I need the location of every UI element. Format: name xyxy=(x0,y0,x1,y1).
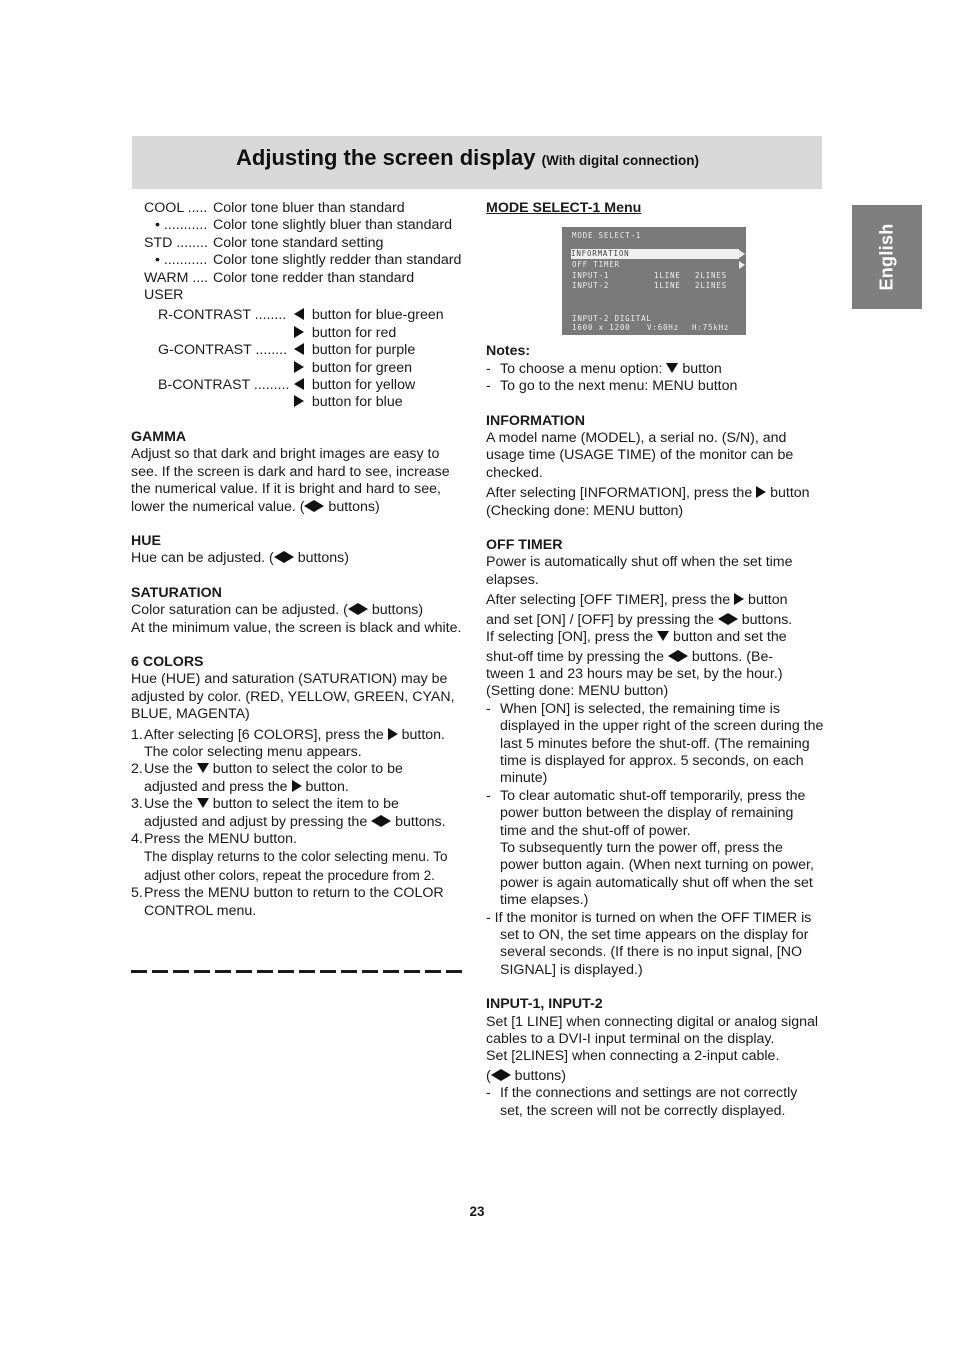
list-number: 5. xyxy=(131,885,143,902)
left-arrow-icon xyxy=(294,378,304,390)
language-tab xyxy=(852,205,922,309)
text: button xyxy=(678,360,722,377)
text: The display returns to the color selecting menu. To adjust other colors, repeat the procedure from 2. xyxy=(144,849,448,883)
contrast-desc: button for blue xyxy=(311,394,403,411)
text: lower the numerical value. ( xyxy=(131,498,305,515)
contrast-row xyxy=(131,377,467,394)
right-arrow-icon xyxy=(292,780,302,792)
left-arrow-icon xyxy=(274,551,284,563)
tone-desc: Color tone slightly bluer than standard xyxy=(213,217,452,234)
list-number: 3. xyxy=(131,796,143,813)
text: ( xyxy=(486,1067,491,1084)
contrast-row xyxy=(131,342,467,359)
right-arrow-icon xyxy=(294,361,304,373)
text: To clear automatic shut-off temporarily, press the power button between the display of remaining time and the shut-off of power. xyxy=(500,787,806,839)
six-colors-heading: 6 COLORS xyxy=(131,653,204,670)
text: button xyxy=(744,592,788,609)
tone-desc: Color tone bluer than standard xyxy=(213,200,405,216)
gamma-buttons-line xyxy=(131,499,467,516)
list-item: - To clear automatic shut-off temporarily, press the power button between the display of remaining time and the shut-off of power. To subsequently turn the power off, press the power button again. (When next turning on power, power is again automatically shut off when the set time elapses.) xyxy=(486,787,814,909)
section-banner xyxy=(132,136,822,189)
right-arrow-icon xyxy=(734,593,744,605)
right-arrow-icon xyxy=(388,728,398,740)
left-arrow-icon xyxy=(304,500,314,512)
text: After selecting [INFORMATION], press the xyxy=(486,485,757,502)
text: buttons) xyxy=(324,498,380,515)
tone-label: • ........... xyxy=(155,217,208,234)
text: button and set the xyxy=(669,629,787,646)
list-item xyxy=(131,831,467,885)
dashed-divider xyxy=(131,970,467,973)
right-arrow-icon xyxy=(358,603,368,615)
osd-title: MODE SELECT-1 xyxy=(572,231,642,241)
text: If the connections and settings are not correctly set, the screen will not be correctly displayed. xyxy=(500,1085,798,1119)
left-arrow-icon xyxy=(491,1069,501,1081)
saturation-buttons-line xyxy=(131,602,467,619)
right-arrow-icon xyxy=(756,486,766,498)
text: adjusted and press the xyxy=(144,778,292,795)
tone-row xyxy=(131,200,467,217)
tone-label: • ........... xyxy=(155,252,208,269)
osd-value: 1LINE xyxy=(654,281,681,291)
list-item: - If the connections and settings are not correctly set, the screen will not be correctly displayed. xyxy=(486,1085,824,1120)
hue-body xyxy=(131,550,467,567)
off-timer-heading: OFF TIMER xyxy=(486,537,563,554)
contrast-label: G-CONTRAST ........ xyxy=(158,342,288,359)
off-timer-line xyxy=(486,629,824,646)
right-arrow-icon xyxy=(501,1069,511,1081)
down-arrow-icon xyxy=(666,363,678,373)
right-arrow-icon xyxy=(294,326,304,338)
right-column xyxy=(486,200,824,1120)
text: (Checking done: MENU button) xyxy=(486,502,684,519)
contrast-desc: button for purple xyxy=(311,342,416,359)
text: buttons. (Be- xyxy=(687,648,774,665)
gamma-body: Adjust so that dark and bright images are easy to see. If the screen is dark and hard to see, increase the numerical value. If it is bright and hard to see, xyxy=(131,446,450,498)
text: and set [ON] / [OFF] by pressing the xyxy=(486,611,718,628)
text: To subsequently turn the power off, press the power button again. (When next turning on power, power is again automatically shut off when the set time elapses.) xyxy=(500,839,814,909)
right-arrow-icon xyxy=(678,650,688,662)
list-item: - To go to the next menu: MENU button xyxy=(486,378,738,395)
osd-item-off-timer: OFF TIMER xyxy=(572,260,620,270)
text: To go to the next menu: MENU button xyxy=(500,378,738,395)
text: If selecting [ON], press the xyxy=(486,629,658,646)
notes-heading: Notes: xyxy=(486,343,531,360)
list-item: - When [ON] is selected, the remaining time is displayed in the upper right of the screen during the last 5 minutes before the shut-off. (The remaining time is displayed for approx. 5 seconds, on each minute) xyxy=(486,700,824,787)
contrast-row xyxy=(131,325,467,342)
right-arrow-icon xyxy=(314,500,324,512)
off-timer-line xyxy=(486,649,824,666)
page-number: 23 xyxy=(469,1204,485,1219)
osd-value: 1LINE xyxy=(654,271,681,281)
text: shut-off time by pressing the xyxy=(486,648,668,665)
off-timer-line: tween 1 and 23 hours may be set, by the hour.)(Setting done: MENU button) xyxy=(486,665,783,700)
contrast-label: B-CONTRAST ......... xyxy=(158,377,290,394)
inputs-buttons-line xyxy=(486,1068,824,1085)
down-arrow-icon xyxy=(197,763,209,773)
osd-footer-resolution: 1600 x 1200 xyxy=(572,323,631,333)
right-arrow-icon xyxy=(294,395,304,407)
osd-footer-vfreq: V:60Hz xyxy=(647,323,679,333)
off-timer-line xyxy=(486,612,824,629)
left-arrow-icon xyxy=(294,343,304,355)
off-timer-body: Power is automatically shut off when the set time elapses. xyxy=(486,554,793,588)
osd-arrow-icon xyxy=(739,261,745,269)
tone-row xyxy=(131,235,467,252)
text: Hue can be adjusted. ( xyxy=(131,550,274,567)
title-text: Adjusting the screen display xyxy=(236,145,536,170)
contrast-desc: button for green xyxy=(311,359,413,376)
six-colors-body: Hue (HUE) and saturation (SATURATION) may be adjusted by color. (RED, YELLOW, GREEN, CYAN, BLUE, MAGENTA) xyxy=(131,671,455,723)
contrast-row xyxy=(131,394,467,411)
list-number: 1. xyxy=(131,726,143,743)
list-number: 4. xyxy=(131,831,143,847)
information-body: A model name (MODEL), a serial no. (S/N), and usage time (USAGE TIME) of the monitor can be checked. xyxy=(486,430,794,481)
saturation-body: At the minimum value, the screen is black and white. xyxy=(131,619,462,636)
off-timer-note: - If the monitor is turned on when the OFF TIMER is set to ON, the set time appears on the display for several seconds. (If there is no input signal, [NO SIGNAL] is displayed.) xyxy=(486,909,812,978)
gamma-heading: GAMMA xyxy=(131,428,187,445)
text: Color saturation can be adjusted. ( xyxy=(131,602,348,619)
list-number: 2. xyxy=(131,761,143,778)
contrast-desc: button for blue-green xyxy=(311,307,444,324)
osd-arrow-icon xyxy=(739,250,745,258)
page-title xyxy=(236,144,699,175)
right-arrow-icon xyxy=(728,613,738,625)
osd-footer-input: INPUT-2 DIGITAL xyxy=(572,314,652,324)
left-arrow-icon xyxy=(718,613,728,625)
down-arrow-icon xyxy=(657,631,669,641)
text: button. xyxy=(301,778,349,795)
text: When [ON] is selected, the remaining time is displayed in the upper right of the screen during the last 5 minutes before the shut-off. (The remaining time is displayed for approx. 5 seconds, on each minute) xyxy=(500,700,824,787)
osd-value: 2LINES xyxy=(695,271,727,281)
inputs-body: Set [1 LINE] when connecting digital or analog signal cables to a DVI-I input terminal on the display. xyxy=(486,1013,819,1048)
contrast-desc: button for red xyxy=(311,324,397,341)
text: button. xyxy=(397,726,445,743)
osd-menu-image xyxy=(562,227,746,335)
tone-label: COOL ..... xyxy=(144,200,208,216)
tone-desc: Color tone standard setting xyxy=(213,234,384,251)
text: buttons) xyxy=(510,1067,566,1084)
off-timer-line xyxy=(486,592,824,609)
tone-row xyxy=(131,217,467,234)
text: buttons. xyxy=(737,611,793,628)
list-item: - To choose a menu option: button xyxy=(486,360,722,377)
tone-label: WARM .... xyxy=(144,269,209,286)
text: After selecting [OFF TIMER], press the xyxy=(486,592,735,609)
contrast-label: R-CONTRAST ........ xyxy=(158,307,287,324)
left-arrow-icon xyxy=(294,308,304,320)
contrast-row xyxy=(131,307,467,324)
text: Press the MENU button. xyxy=(144,831,297,847)
list-item xyxy=(131,796,467,831)
tone-row xyxy=(131,270,467,287)
list-item xyxy=(131,885,467,920)
text: Press the MENU button to return to the COLOR CONTROL menu. xyxy=(144,885,444,919)
language-tab-label: English xyxy=(876,223,897,291)
list-item xyxy=(131,727,467,762)
osd-item-information: INFORMATION xyxy=(571,249,739,259)
information-heading: INFORMATION xyxy=(486,412,586,429)
text: Use the xyxy=(144,761,197,778)
contrast-row xyxy=(131,360,467,377)
osd-value: 2LINES xyxy=(695,281,727,291)
information-after xyxy=(486,485,824,520)
text: adjusted and adjust by pressing the xyxy=(144,813,372,830)
right-arrow-icon xyxy=(284,551,294,563)
title-subtitle: (With digital connection) xyxy=(541,153,699,168)
hue-heading: HUE xyxy=(131,532,161,549)
inputs-body: Set [2LINES] when connecting a 2-input cable. xyxy=(486,1048,780,1065)
saturation-heading: SATURATION xyxy=(131,584,222,601)
text: button to select the color to be xyxy=(208,761,403,778)
left-arrow-icon xyxy=(348,603,358,615)
tone-desc: Color tone slightly redder than standard xyxy=(213,252,462,269)
user-label: USER xyxy=(144,287,184,304)
tone-desc: Color tone redder than standard xyxy=(213,269,415,286)
text: The color selecting menu appears. xyxy=(144,743,362,760)
text: buttons. xyxy=(391,813,446,830)
right-arrow-icon xyxy=(381,815,391,827)
text: buttons) xyxy=(293,550,349,567)
osd-item-input1: INPUT-1 xyxy=(572,271,610,281)
text: button xyxy=(766,485,810,502)
inputs-heading: INPUT-1, INPUT-2 xyxy=(486,996,603,1013)
contrast-desc: button for yellow xyxy=(311,377,416,394)
text: To choose a menu option: xyxy=(500,360,667,377)
down-arrow-icon xyxy=(197,798,209,808)
tone-label: STD ........ xyxy=(144,234,208,251)
osd-footer-hfreq: H:75kHz xyxy=(692,323,730,333)
text: button to select the item to be xyxy=(208,796,399,813)
list-item xyxy=(131,761,467,796)
tone-row xyxy=(131,252,467,269)
left-column xyxy=(131,200,467,920)
text: After selecting [6 COLORS], press the xyxy=(144,726,388,743)
text: Use the xyxy=(144,796,197,813)
left-arrow-icon xyxy=(668,650,678,662)
osd-item-input2: INPUT-2 xyxy=(572,281,610,291)
left-arrow-icon xyxy=(371,815,381,827)
menu-heading: MODE SELECT-1 Menu xyxy=(486,200,642,216)
text: buttons) xyxy=(367,602,424,619)
